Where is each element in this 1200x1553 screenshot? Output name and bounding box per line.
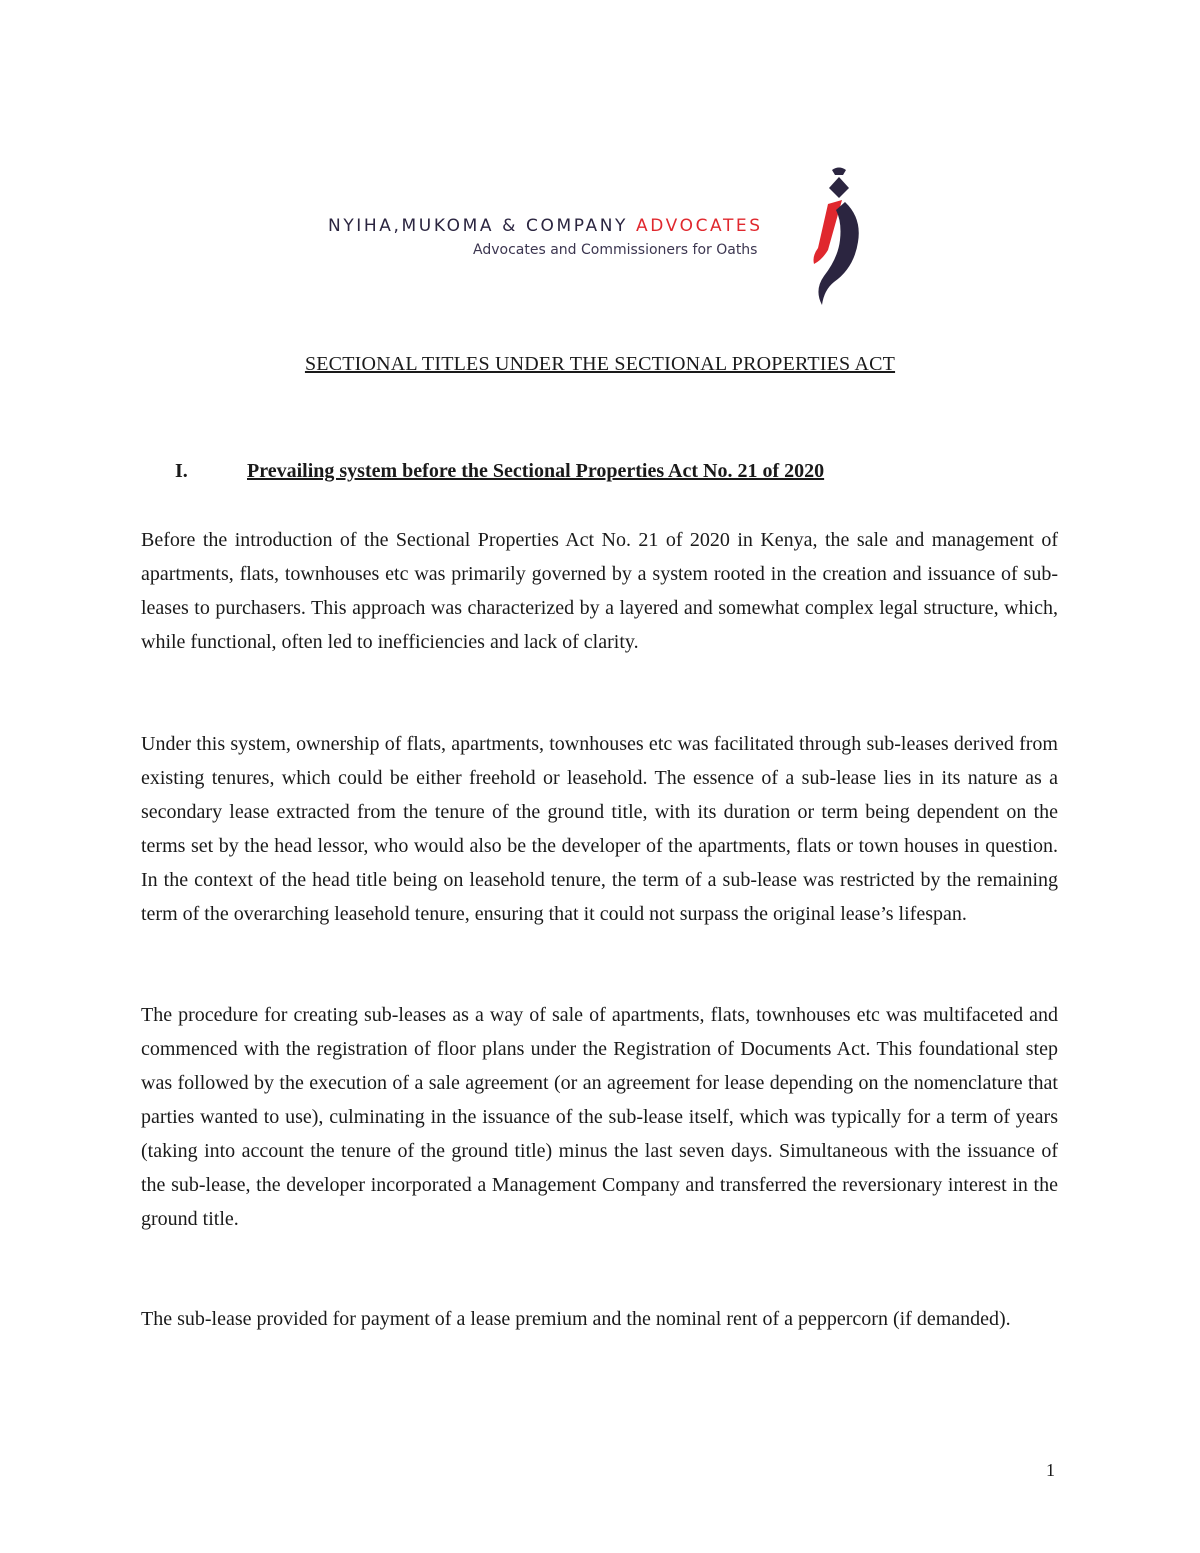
logo-firm-name-main: NYIHA,MUKOMA & COMPANY xyxy=(328,216,629,236)
section-heading-text: Prevailing system before the Sectional Properties Act No. 21 of 2020 xyxy=(247,460,825,482)
firm-logo xyxy=(320,160,880,310)
paragraph-3: The procedure for creating sub-leases as a way of sale of apartments, flats, townhouses etc was multifaceted and commenced with the registration of floor plans under the Registration of Documents Act. This foundational step was followed by the execution of a sale agreement (or an agreement for lease depending on the nomenclature that parties wanted to use), culminating in the issuance of the sub-lease itself, which was typically for a term of years (taking into account the tenure of the ground title) minus the last seven days. Simultaneous with the issuance of the sub-lease, the developer incorporated a Management Company and transferred the reversionary interest in the ground title. xyxy=(141,1004,1058,1230)
logo-firm-name xyxy=(328,216,763,236)
logo-tagline: Advocates and Commissioners for Oaths xyxy=(473,242,758,258)
page-number: 1 xyxy=(1046,1460,1055,1480)
firm-emblem-icon xyxy=(798,160,878,310)
logo-firm-name-accent: ADVOCATES xyxy=(636,216,763,236)
emblem-top-cap xyxy=(832,168,846,176)
paragraph-1: Before the introduction of the Sectional Properties Act No. 21 of 2020 in Kenya, the sale and management of apartments, flats, townhouses etc was primarily governed by a system rooted in the creation and issuance of sub-leases to purchasers. This approach was characterized by a layered and somewhat complex legal structure, which, while functional, often led to inefficiencies and lack of clarity. xyxy=(141,529,1058,653)
section-number: I. xyxy=(175,460,188,482)
paragraph-4: The sub-lease provided for payment of a lease premium and the nominal rent of a peppercorn (if demanded). xyxy=(141,1308,1011,1330)
paragraph-2: Under this system, ownership of flats, apartments, townhouses etc was facilitated through sub-leases derived from existing tenures, which could be either freehold or leasehold. The essence of a sub-lease lies in its nature as a secondary lease extracted from the tenure of the ground title, with its duration or term being dependent on the terms set by the head lessor, who would also be the developer of the apartments, flats or town houses in question. In the context of the head title being on leasehold tenure, the term of a sub-lease was restricted by the remaining term of the overarching leasehold tenure, ensuring that it could not surpass the original lease’s lifespan. xyxy=(141,733,1058,925)
document-title: SECTIONAL TITLES UNDER THE SECTIONAL PROPERTIES ACT xyxy=(304,353,896,375)
emblem-diamond xyxy=(829,177,849,198)
